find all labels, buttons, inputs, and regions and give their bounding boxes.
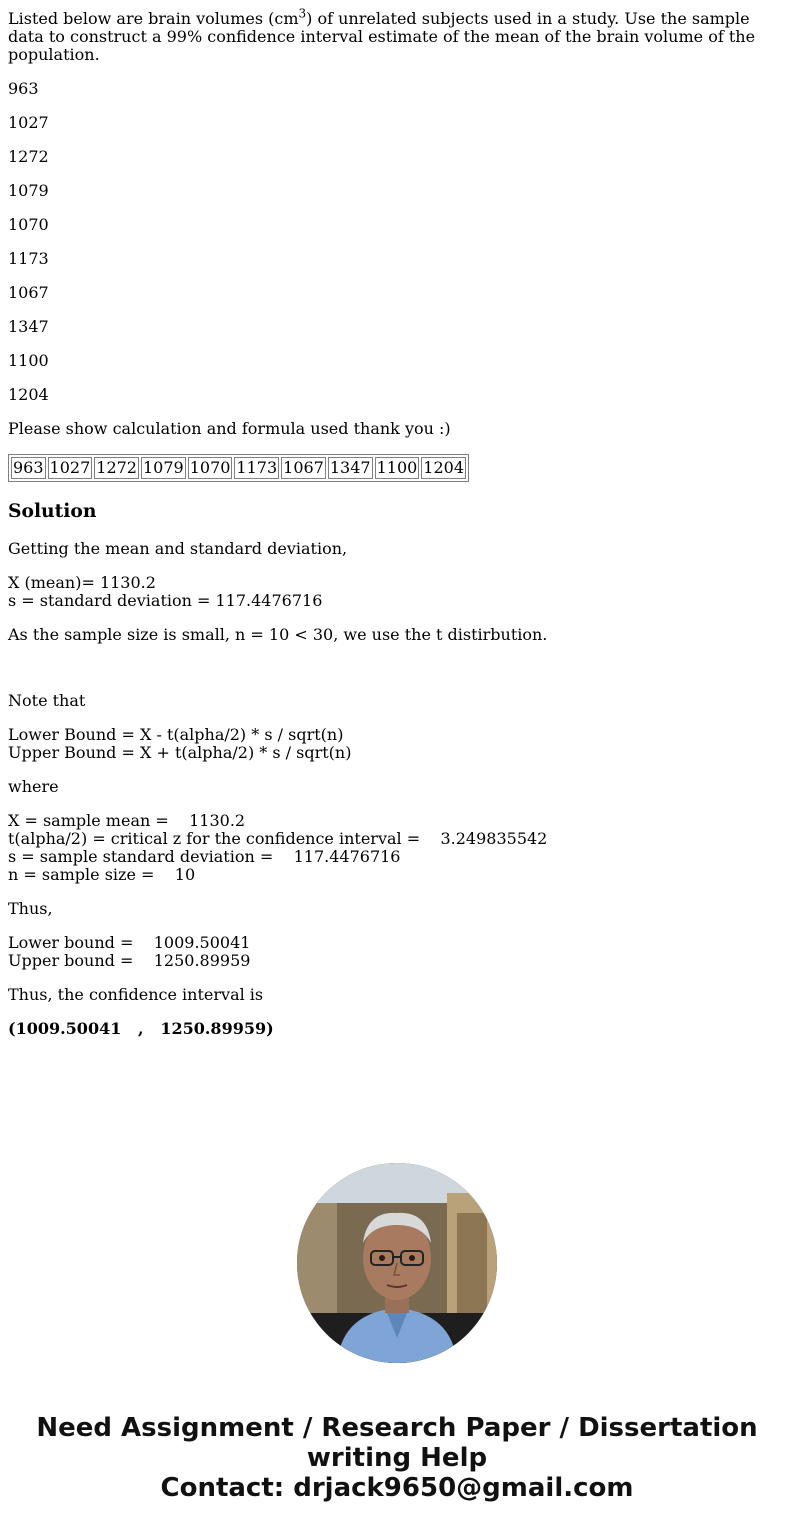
solution-heading: Solution	[8, 500, 97, 522]
thus-label: Thus,	[8, 899, 53, 918]
values-table	[8, 454, 469, 482]
where-label: where	[8, 777, 59, 796]
help-line-2: writing Help	[306, 1443, 488, 1473]
spacer	[8, 660, 786, 676]
value-line: 1070	[8, 215, 49, 234]
tutor-portrait-illustration	[297, 1163, 497, 1363]
table-cell: 963	[13, 458, 44, 477]
table-cell: 1347	[329, 458, 371, 477]
help-line-1: Need Assignment / Research Paper / Dissertation	[36, 1413, 758, 1443]
cubic-superscript: 3	[298, 6, 307, 21]
def-critical-value: t(alpha/2) = critical z for the confidence interval = 3.249835542	[8, 829, 548, 848]
t-distribution-note: As the sample size is small, n = 10 < 30, we use the t distirbution.	[8, 625, 548, 644]
value-line: 963	[8, 79, 39, 98]
def-sample-mean: X = sample mean = 1130.2	[8, 811, 246, 830]
value-line: 1027	[8, 113, 49, 132]
value-line: 1100	[8, 351, 49, 370]
solution-intro: Getting the mean and standard deviation,	[8, 539, 348, 558]
tutor-avatar	[297, 1163, 497, 1363]
table-cell: 1173	[236, 458, 278, 477]
value-line: 1347	[8, 317, 49, 336]
def-sample-sd: s = sample standard deviation = 117.4476716	[8, 847, 401, 866]
value-line: 1173	[8, 249, 49, 268]
question-closing: Please show calculation and formula used thank you :)	[8, 419, 451, 438]
table-cell: 1079	[142, 458, 184, 477]
question-intro-text: Listed below are brain volumes (cm	[8, 9, 299, 28]
sd-line: s = standard deviation = 117.4476716	[8, 591, 323, 610]
question-intro	[8, 6, 786, 64]
upper-bound-formula: Upper Bound = X + t(alpha/2) * s / sqrt(n)	[8, 743, 352, 762]
table-cell: 1100	[376, 458, 418, 477]
table-row	[11, 457, 466, 479]
value-line: 1204	[8, 385, 49, 404]
tutor-footer	[0, 1163, 794, 1363]
value-line: 1067	[8, 283, 49, 302]
table-cell: 1272	[96, 458, 137, 477]
interval-value: (1009.50041 , 1250.89959)	[8, 1019, 274, 1038]
table-cell: 1204	[423, 458, 465, 477]
mean-line: X (mean)= 1130.2	[8, 573, 156, 592]
table-cell: 1070	[189, 458, 231, 477]
conclusion-label: Thus, the confidence interval is	[8, 985, 264, 1004]
lower-bound-value: Lower bound = 1009.50041	[8, 933, 251, 952]
value-line: 1272	[8, 147, 49, 166]
lower-bound-formula: Lower Bound = X - t(alpha/2) * s / sqrt(n)	[8, 725, 344, 744]
mean-sd-block	[8, 574, 786, 610]
document-body	[0, 6, 794, 1038]
table-cell: 1027	[49, 458, 91, 477]
assignment-help-banner	[0, 1413, 794, 1503]
note-that: Note that	[8, 691, 86, 710]
question-intro-text-continued: ) of unrelated subjects used in a study. Use the sample data to construct a 99% confidence interval estimate of the mean of the brain volume of the population.	[8, 9, 756, 64]
definitions-block	[8, 812, 786, 884]
upper-bound-value: Upper bound = 1250.89959	[8, 951, 251, 970]
confidence-interval-result	[8, 1020, 786, 1038]
value-line: 1079	[8, 181, 49, 200]
bound-formulas	[8, 726, 786, 762]
help-contact-line: Contact: drjack9650@gmail.com	[160, 1473, 634, 1503]
bounds-block	[8, 934, 786, 970]
def-sample-size: n = sample size = 10	[8, 865, 196, 884]
table-cell: 1067	[283, 458, 324, 477]
